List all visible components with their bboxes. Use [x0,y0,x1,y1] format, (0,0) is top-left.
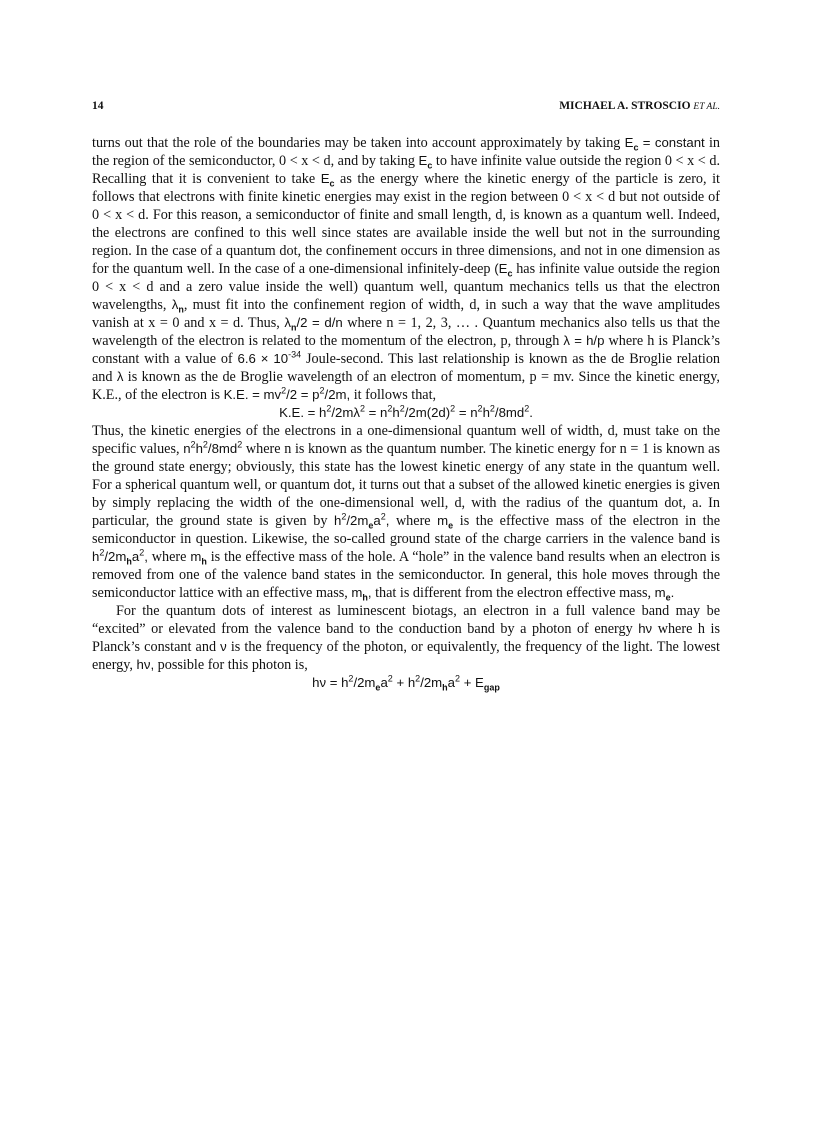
math-energy-levels: $n^2h^2/8md^2$ [183,439,243,456]
paragraph-photon-energy: For the quantum dots of interest as luminescent biotags, an electron in a full valence band may be “excited” or elevated from the valence band to the conduction band by a photon of energy hν where h is Planck’s constant and ν is the frequency of the photon, or equivalently, the frequency of the light. The lowest energy, hν, possible for this photon is, [92,603,721,673]
math-lambda: λ [116,369,124,384]
math-electron-ground-state: $h^2/2m_ea^2$, [333,511,390,531]
math-ec: $E_c$ [320,171,335,189]
math-h-nu: hν, [136,657,155,672]
math-de-broglie: λ = h/p [563,333,605,348]
equation-kinetic-energy: K.E. = $h^2/2m\lambda^2 = n^2h^2/2m(2d)^2 = n^2h^2/8md^2$. [279,403,533,420]
running-author: MICHAEL A. STROSCIO ET AL. [559,100,720,112]
et-al: ET AL. [693,102,720,112]
math-ec: $E_c$ [418,153,433,171]
paragraph-quantum-well: turns out that the role of the boundaries may be taken into account approximately by taking $E_c$ = constant in the region of the semiconductor, 0 < x < d, and by taking $E_c$ to have infinite value outside the region 0 < x < d. Recalling that it is convenient to take $E_c$ as the energy where the kinetic energy of the particle is zero, it follows that electrons with finite kinetic energies may exist in the region between 0 < x < d but not outside of 0 < x < d. For this reason, a semiconductor of finite and small length, d, is known as a quantum well. Indeed, the electrons are confined to this well since states are available inside the well but not in the surrounding region. In the case of a quantum dot, the confinement occurs in three dimensions, and not in one dimension as for the quantum well. In the case of a one-dimensional infinitely-deep ($E_c$ has infinite value outside the region 0 < x < d and a zero value inside the well) quantum well, quantum mechanics tells us that the electron wavelengths, $\lambda_n$, must fit into the confinement region of width, d, in such a way that the wave amplitudes vanish at x = 0 and x = d. Thus, $\lambda_n/2 = d/n$ where n = 1, 2, 3, … . Quantum mechanics also tells us that the wavelength of the electron is related to the momentum of the electron, p, through λ = h/p where h is Planck’s constant with a value of $6.6 \times 10^{-34}$ Joule-second. This last relationship is known as the de Broglie relation and λ is known as the de Broglie wavelength of an electron of momentum, p = mv. Since the kinetic energy, K.E., of the electron is K.E. = $mv^2/2 = p^2/2m$, it follows that, [92,135,721,403]
equation-photon-energy: $h\nu = h^2/2m_ea^2 + h^2/2m_ha^2 + E_{gap}$ [312,673,500,693]
math-hole-ground-state: $h^2/2m_ha^2$, [92,547,148,567]
math-mh: $m_h$ [190,549,207,567]
math-lambda-condition: $\lambda_n/2 = d/n$ [284,315,343,333]
math-planck-value: $6.6 \times 10^{-34}$ [237,349,302,366]
math-me: $m_e$. [654,585,675,603]
math-mh: $m_h$, [351,585,372,603]
page-number: 14 [92,100,104,112]
math-nu: ν [220,639,227,654]
math-h-nu: hν [638,621,653,636]
math-me: $m_e$ [437,513,454,531]
running-header [92,100,720,112]
math-kinetic-energy: K.E. = $mv^2/2 = p^2/2m$, [223,385,351,402]
math-ec-constant: $E_c$ = constant [624,135,705,153]
paragraph-ground-state: Thus, the kinetic energies of the electrons in a one-dimensional quantum well of width, d, must take on the specific values, $n^2h^2/8md^2$ where n is known as the quantum number. The kinetic energy for n = 1 is known as the ground state energy; obviously, this state has the lowest kinetic energy of any state in the quantum well. For a spherical quantum well, or quantum dot, it turns out that a subset of the allowed kinetic energies is given by simply replacing the width of the one-dimensional well, d, with the radius of the quantum dot, a. In particular, the ground state is given by $h^2/2m_ea^2$, where $m_e$ is the effective mass of the electron in the semiconductor in question. Likewise, the so-called ground state of the charge carriers in the valence band is $h^2/2m_ha^2$, where $m_h$ is the effective mass of the hole. A “hole” in the valence band results when an electron is removed from one of the valence band states in the semiconductor. In general, this hole moves through the semiconductor lattice with an effective mass, $m_h$, that is different from the electron effective mass, $m_e$. [92,423,721,603]
body-text [92,134,720,692]
math-lambda-n: $\lambda_n$ [171,297,184,315]
math-ec: ($E_c$ [494,261,513,279]
